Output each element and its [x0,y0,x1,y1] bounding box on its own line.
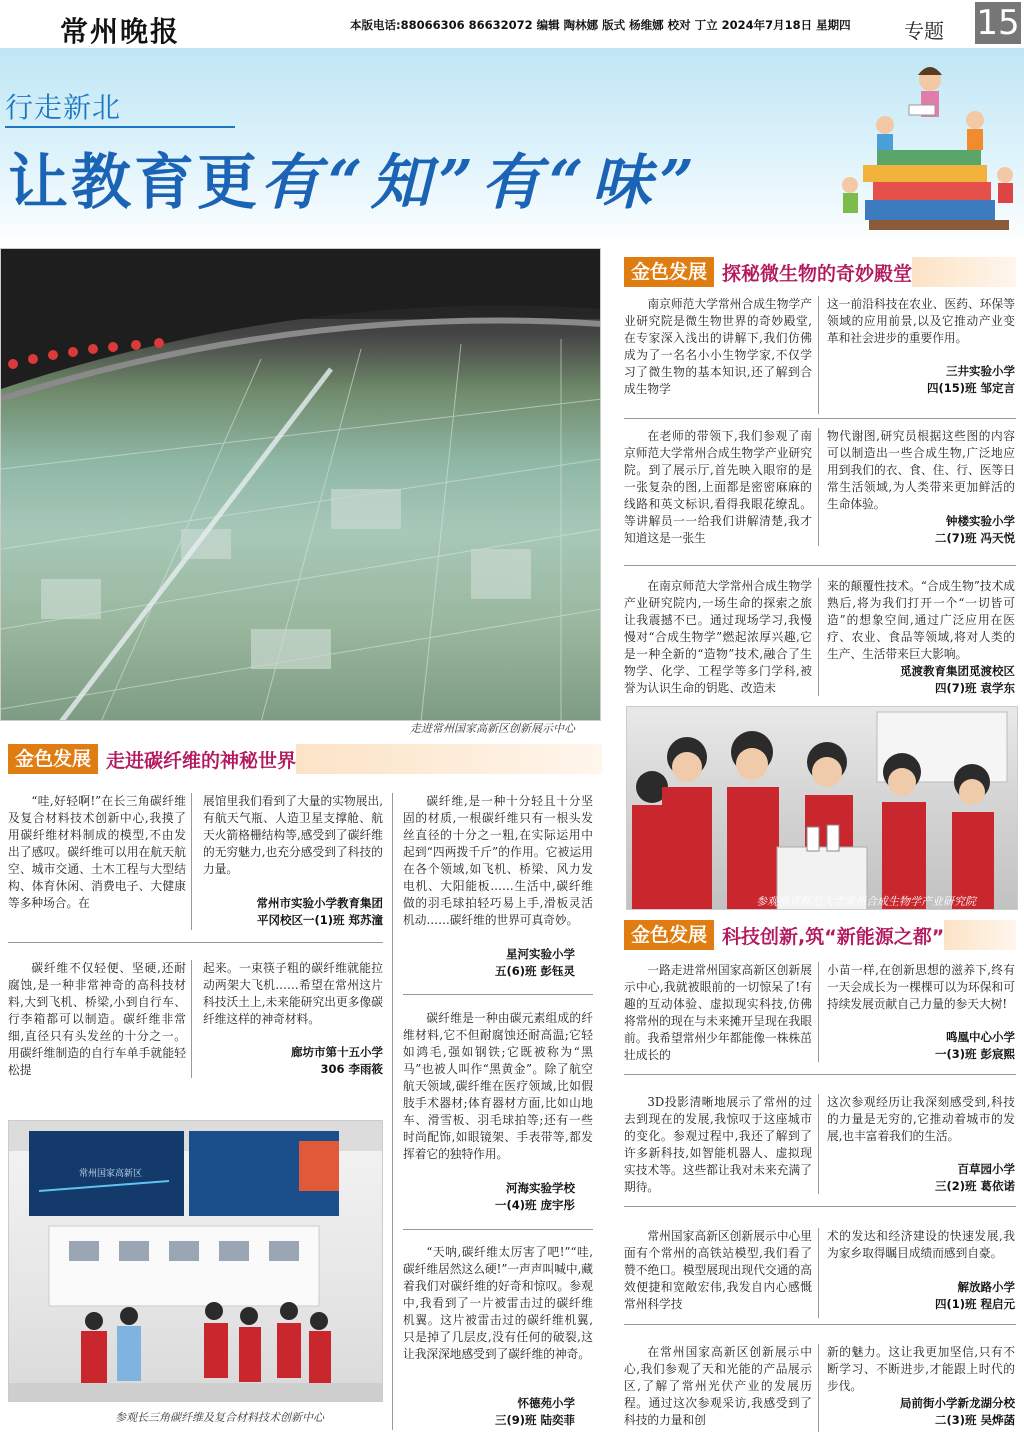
section-title: 走进碳纤维的神秘世界 [106,749,297,772]
lab-visit-illustration [627,707,1018,910]
section-tag: 金色发展 [8,744,98,774]
column-rule [191,960,192,1078]
author-class: 一(3)班 彭宸熙 [934,1047,1015,1061]
column-rule [818,428,819,546]
article-divider [403,994,593,995]
article-tech4-col2: 新的魅力。这让我更加坚信,只有不断学习、不断进步,才能跟上时代的步伐。 [827,1345,1015,1393]
article-carbon3: 碳纤维,是一种十分轻且十分坚固的材质,一根碳纤维只有一根头发丝直径的十分之一粗,在实际运用中起到“四两拨千斤”的作用。它被运用在各个领域,如飞机、桥梁、风力发电机、大阳能板……生活中,碳纤维做的羽毛球拍轻巧易上手,滑板灵活机动……碳纤维的世界可真奇妙。 [403,794,593,927]
column-rule [818,1094,819,1194]
author-school: 河海实验学校 [506,1181,575,1195]
article-tech1-col2: 小苗一样,在创新思想的滋养下,终有一天会成长为一棵棵可以为环保和可持续发展贡献自己力量的参天大树! [827,963,1015,1011]
bottom-photo-caption: 参观长三角碳纤维及复合材料技术创新中心 [115,1411,324,1424]
article-divider [624,418,1016,419]
article-carbon2-col2: 起来。一束筷子粗的碳纤维就能拉动两架大飞机……希望在常州这片科技沃土上,未来能研究出更多像碳纤维这样的神奇材料。 [203,961,383,1026]
article-divider [624,1074,1016,1075]
screen-text: 常州国家高新区 [79,1169,143,1179]
article-divider [624,1206,1016,1207]
author-class: 平冈校区一(1)班 郑苏潼 [256,913,383,927]
author-school: 星河实验小学 [506,947,575,961]
section-label: 专题 [904,19,944,43]
article-carbon5: “天呐,碳纤维太厉害了吧!”“哇,碳纤维居然这么硬!”一声声叫喊中,藏着我们对碳纤维的好奇和惊叹。参观中,我看到了一片被雷击过的碳纤维机翼。这片被雷击过的碳纤维机翼,只是掉了几层皮,没有任何的破裂,这让我深深地感受到了碳纤维的神奇。 [403,1245,593,1361]
article-micro3-col2: 来的颠覆性技术。“合成生物”技术成熟后,将为我们打开一个“一切皆可造”的想象空间,通过广泛应用在医疗、农业、食品等领域,将对人类的生产、生活带来巨大影响。 [827,579,1015,661]
section-bar [944,920,1016,950]
column-rule [818,296,819,414]
section-title: 科技创新,筑“新能源之都” [722,925,945,948]
author-school: 觅渡教育集团觅渡校区 [900,664,1015,678]
column-rule [818,962,819,1062]
author-school: 三井实验小学 [946,364,1015,378]
headline [8,135,702,221]
author-class: 四(1)班 程启元 [934,1297,1015,1311]
article-micro1-col1: 南京师范大学常州合成生物学产业研究院是微生物世界的奇妙殿堂,在专家深入浅出的讲解下,我们仿佛成为了一名名小小生物学家,不仅学习了微生物的基本知识,还了解到合成生物学 [624,297,812,396]
article-tech1-col1: 一路走进常州国家高新区创新展示中心,我就被眼前的一切惊呆了!有趣的互动体验、虚拟现实科技,仿佛将常州的现在与未来摊开呈现在我眼前。我希望常州少年都能像一株株茁壮成长的 [624,963,812,1062]
headline-part-b: 有“知”有“味” [260,148,703,218]
article-divider [624,1324,1016,1325]
article-divider [403,1229,593,1230]
main-photo-exhibition-map [0,248,601,721]
author-class: 三(2)班 葛依诺 [934,1179,1015,1193]
author-class: 四(15)班 邹定言 [926,381,1015,395]
article-micro3-col1: 在南京师范大学常州合成生物学产业研究院内,一场生命的探索之旅让我震撼不已。通过现场学习,我慢慢对“合成生物学”燃起浓厚兴趣,它是一种全新的“造物”技术,融合了生物学、化学、工程学等多门学科,被誉为认识生命的钥匙、改造未 [624,579,812,695]
author-school: 局前街小学新龙湖分校 [900,1396,1015,1410]
article-tech4-col1: 在常州国家高新区创新展示中心,我们参观了天和光能的产品展示区,了解了常州光伏产业的发展历程。通过这次参观采访,我感受到了科技的力量和创 [624,1345,812,1427]
article-micro1-col2: 这一前沿科技在农业、医药、环保等领域的应用前景,以及它推动产业变革和社会进步的重要作用。 [827,297,1015,345]
article-divider [624,565,1016,566]
carbon-center-illustration [9,1121,383,1402]
article-carbon1-col1: “哇,好轻啊!”在长三角碳纤维及复合材料技术创新中心,我摸了用碳纤维材料制成的模型,不由发出了感叹。碳纤维可以用在航天航空、城市交通、土木工程与大型结构、体育休闲、消费电子、大健康等多种场合。在 [8,794,186,910]
section-header-microbe [624,257,1016,287]
article-micro2-col2: 物代谢图,研究员根据这些图的内容可以制造出一些合成生物,广泛地应用到我们的衣、食、住、行、医等日常生活领域,为人类带来更加鲜活的生命体验。 [827,429,1015,511]
author-school: 百草园小学 [957,1162,1015,1176]
author-school: 怀德苑小学 [517,1396,575,1410]
section-bar [296,744,602,774]
books-kids-illustration [825,55,1020,245]
author-class: 三(9)班 陆奕菲 [494,1413,575,1427]
article-carbon4: 碳纤维是一种由碳元素组成的纤维材料,它不但耐腐蚀还耐高温;它轻如鸿毛,强如钢铁;它既被称为“黑马”也被人叫作“黑黄金”。除了航空航天领域,碳纤维在医疗领域,比如假肢手术器材;体育器材方面,比如山地车、滑雪板、羽毛球拍等;还有一些时尚配饰,如眼镜架、手表带等,都发挥着它的独特作用。 [403,1011,593,1161]
article-carbon1-col2: 展馆里我们看到了大量的实物展出,有航天气瓶、人造卫星支撑舱、航天火箭格栅结构等,感受到了碳纤维的无穷魅力,也充分感受到了科技的力量。 [203,794,383,876]
author-class: 四(7)班 袁学东 [934,681,1015,695]
section-header-tech [624,920,1016,950]
section-header-carbon [8,744,602,774]
article-tech2-col2: 这次参观经历让我深刻感受到,科技的力量是无穷的,它推动着城市的发展,也丰富着我们的生活。 [827,1095,1015,1143]
article-carbon2-col1: 碳纤维不仅轻便、坚硬,还耐腐蚀,是一种非常神奇的高科技材料,大到飞机、桥梁,小到自行车、行李箱都可以制造。碳纤维非常细,直径只有头发丝的十分之一。用碳纤维制造的自行车单手就能轻松提 [8,961,186,1077]
column-rule [818,1344,819,1432]
article-micro2-col1: 在老师的带领下,我们参观了南京师范大学常州合成生物学产业研究院。到了展示厅,首先映入眼帘的是一张复杂的图,上面都是密密麻麻的线路和英文标识,看得我眼花缭乱。等讲解员一一给我们讲解清楚,我才知道这是一张生 [624,429,812,545]
author-school: 廊坊市第十五小学 [291,1045,383,1059]
bottom-photo-carbon-center [8,1120,383,1402]
author-class: 一(4)班 庞宇彤 [494,1198,575,1212]
article-tech3-col2: 术的发达和经济建设的快速发展,我为家乡取得瞩目成绩而感到自豪。 [827,1229,1015,1260]
newspaper-logo: 常州晚报 [60,15,181,48]
column-rule [392,793,393,1430]
author-class: 二(7)班 冯天悦 [934,531,1015,545]
right-photo-lab-visit [626,706,1018,910]
author-school: 钟楼实验小学 [946,514,1015,528]
author-class: 306 李雨筱 [320,1062,383,1076]
author-school: 鸣凰中心小学 [946,1030,1015,1044]
section-bar [912,257,1016,287]
right-photo-caption: 参观南京师范大学常州合成生物学产业研究院 [756,895,976,908]
column-rule [818,1228,819,1318]
author-school: 解放路小学 [957,1280,1015,1294]
kicker-rule [5,126,235,128]
masthead-meta: 本版电话:88066306 86632072 编辑 陶林娜 版式 杨维娜 校对 丁立 2024年7月18日 星期四 [350,18,851,32]
kicker: 行走新北 [5,91,122,124]
main-photo-caption: 走进常州国家高新区创新展示中心 [410,722,575,735]
column-rule [818,578,819,696]
section-tag: 金色发展 [624,257,714,287]
headline-part-a: 让教育更 [8,148,260,218]
section-tag: 金色发展 [624,920,714,950]
column-rule [191,793,192,930]
author-school: 常州市实验小学教育集团 [256,896,383,910]
article-divider [8,942,383,943]
article-tech3-col1: 常州国家高新区创新展示中心里面有个常州的高铁站模型,我们看了赞不绝口。模型展现出现代交通的高效便捷和宽敞宏伟,我发自内心感慨常州科学技 [624,1229,812,1311]
article-tech2-col1: 3D投影清晰地展示了常州的过去到现在的发展,我惊叹于这座城市的变化。参观过程中,我还了解到了许多新科技,如智能机器人、虚拟现实技术等。这些都让我对未来充满了期待。 [624,1095,812,1194]
section-title: 探秘微生物的奇妙殿堂 [722,262,913,285]
author-class: 二(3)班 吴烨菡 [934,1413,1015,1427]
author-class: 五(6)班 彭钰灵 [494,964,575,978]
map-floor-illustration [1,249,601,721]
page-number: 15 [976,3,1020,43]
